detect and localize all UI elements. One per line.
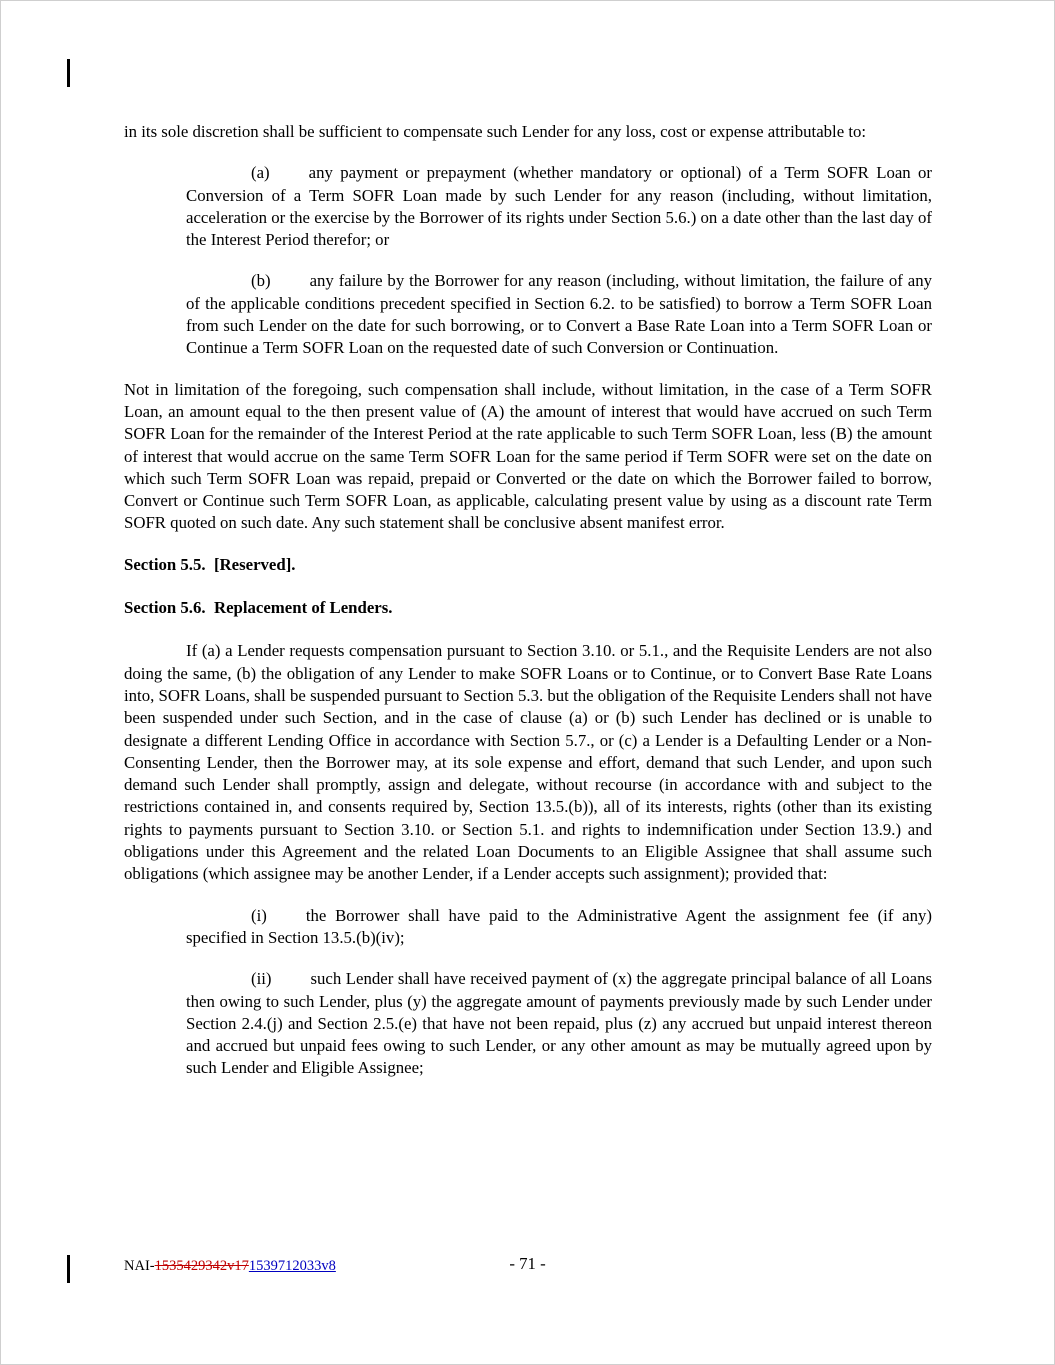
- document-body: [124, 121, 932, 1099]
- subclause-i-label: (i): [251, 905, 267, 925]
- paragraph-not-in-limitation-text: Not in limitation of the foregoing, such compensation shall include, without limitation, in the case of a Term SOFR Loan, an amount equal to the then present value of (A) the amount of interest that would have accrued on such Term SOFR Loan for the remainder of the Interest Period at the rate applicable to such Term SOFR Loan, less (B) the amount of interest that would accrue on the same Term SOFR Loan for the same period if Term SOFR were set on the date on which such Term SOFR Loan was repaid, prepaid or Converted or the date on which the Borrower failed to borrow, Convert or Continue such Term SOFR Loan, as applicable, calculating present value by using as a discount rate Term SOFR quoted on such date. Any such statement shall be conclusive absent manifest error.: [124, 379, 932, 533]
- change-bar-top: [67, 59, 70, 87]
- subclause-a-label: (a): [251, 163, 270, 183]
- subclause-ii-text: such Lender shall have received payment of (x) the aggregate principal balance of all Loans then owing to such Lender, plus (y) the aggregate amount of payments previously made by such Lender under Section 2.4.(j) and Section 2.5.(e) that have not been repaid, plus (z) any accrued but unpaid interest thereon and accrued but unpaid fees owing to such Lender, or any other amount as may be mutually agreed upon by such Lender and Eligible Assignee;: [186, 969, 932, 1078]
- subclause-b: [186, 270, 932, 359]
- section-5-5-heading: Section 5.5. [Reserved].: [124, 554, 296, 574]
- page-number: - 71 -: [509, 1254, 546, 1273]
- subclause-a: [186, 162, 932, 251]
- subclause-i-text: the Borrower shall have paid to the Administrative Agent the assignment fee (if any) specified in Section 13.5.(b)(iv);: [186, 905, 932, 947]
- paragraph-not-in-limitation: [124, 379, 932, 535]
- subclause-i: [186, 905, 932, 950]
- document-id-inserted: 1539712033v8: [248, 1258, 336, 1274]
- subclause-b-label: (b): [251, 271, 271, 291]
- page-footer: [1, 1254, 1054, 1284]
- paragraph-replacement-text: If (a) a Lender requests compensation pursuant to Section 3.10. or 5.1., and the Requisite Lenders are not also doing the same, (b) the obligation of any Lender to make SOFR Loans or to Continue, or to Convert Base Rate Loans into, SOFR Loans, shall be suspended pursuant to Section 5.3. but the obligation of the Requisite Lenders shall not have been suspended under such Section, and in the case of clause (a) or (b) such Lender has declined or is unable to designate a different Lending Office in accordance with Section 5.7., or (c) a Lender is a Defaulting Lender or a Non-Consenting Lender, then the Borrower may, at its sole expense and effort, demand that such Lender, and upon such demand such Lender shall promptly, assign and delegate, without recourse (in accordance with and subject to the restrictions contained in, and consents required by, Section 13.5.(b)), all of its interests, rights (other than its existing rights to payments pursuant to Section 3.10. or Section 5.1. and rights to indemnification under Section 13.9.) and obligations under this Agreement and the related Loan Documents to an Eligible Assignee that shall assume such obligations (which assignee may be another Lender, if a Lender accepts such assignment); provided that:: [124, 641, 932, 884]
- subclause-a-text: any payment or prepayment (whether mandatory or optional) of a Term SOFR Loan or Conversion of a Term SOFR Loan made by such Lender for any reason (including, without limitation, acceleration or the exercise by the Borrower of its rights under Section 5.6.) on a date other than the last day of the Interest Period therefor; or: [186, 163, 932, 250]
- subclause-b-text: any failure by the Borrower for any reason (including, without limitation, the failure of any of the applicable conditions precedent specified in Section 6.2. to be satisfied) to borrow a Term SOFR Loan from such Lender on the date for such borrowing, or to Convert a Base Rate Loan into a Term SOFR Loan or Continue a Term SOFR Loan on the requested date of such Conversion or Continuation.: [186, 271, 932, 358]
- subclause-ii-label: (ii): [251, 969, 272, 989]
- section-5-6-heading: Section 5.6. Replacement of Lenders.: [124, 598, 393, 618]
- subclause-ii: [186, 968, 932, 1079]
- paragraph-replacement: [124, 640, 932, 885]
- paragraph-intro: [124, 121, 932, 143]
- document-id-prefix: NAI-: [124, 1258, 155, 1274]
- document-id-deleted: 1535429342v17: [154, 1258, 249, 1274]
- paragraph-intro-text: in its sole discretion shall be sufficient to compensate such Lender for any loss, cost or expense attributable to:: [124, 122, 867, 141]
- document-id: [124, 1258, 336, 1275]
